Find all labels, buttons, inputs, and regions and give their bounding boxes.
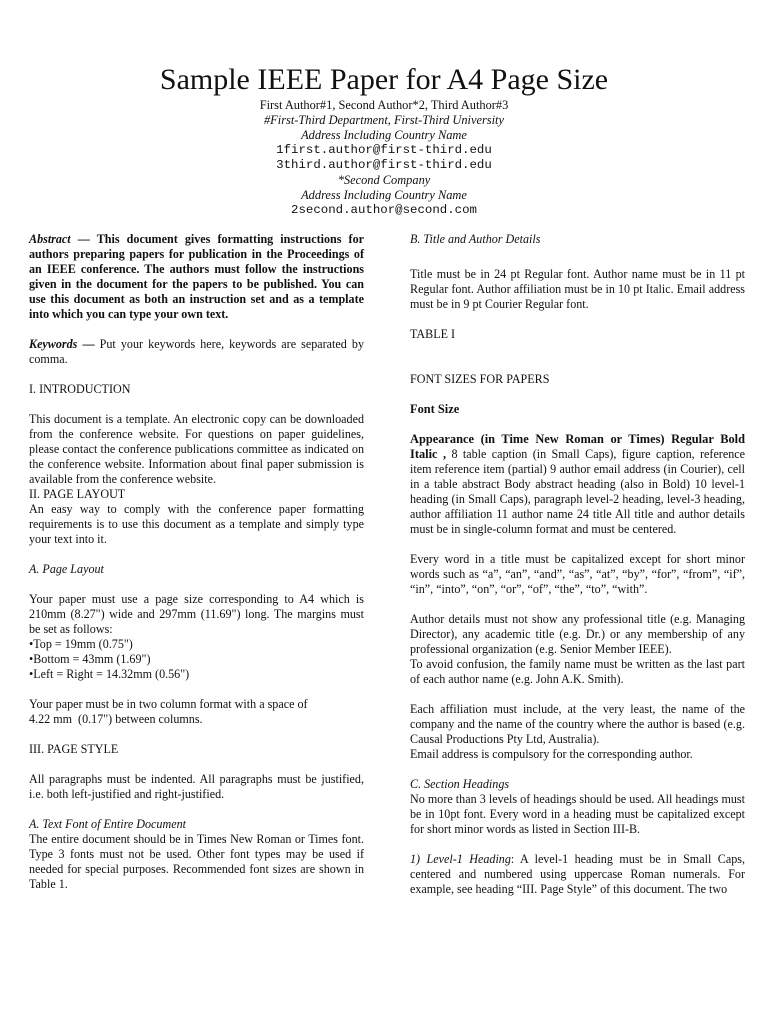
level-1-paragraph — [410, 852, 745, 897]
abstract — [29, 232, 364, 322]
keywords — [29, 337, 364, 367]
keywords-label: Keywords — [29, 337, 78, 351]
title-author-paragraph: Title must be in 24 pt Regular font. Author name must be in 11 pt Regular font. Author affiliation must be in 10 pt Italic. Email address must be in 9 pt Courier Regular font. — [410, 267, 745, 311]
table-label: TABLE I — [410, 327, 456, 341]
margin-list — [29, 637, 364, 682]
affiliation-1: #First-Third Department, First-Third University — [263, 113, 504, 127]
right-column — [410, 232, 745, 897]
abstract-text: This document gives formatting instructions for authors preparing papers for publication in the Proceedings of an IEEE conference. The authors must follow the instructions given in the document for the papers to be published. You can use this document as both an instruction set and as a template into which you can type your own text. — [29, 232, 364, 321]
level-1-label: 1) Level-1 Heading — [410, 852, 511, 866]
subheading-page-layout: A. Page Layout — [29, 562, 104, 576]
subheading-title-author: B. Title and Author Details — [410, 232, 541, 246]
author-email-3: 3third.author@first-third.edu — [276, 158, 492, 172]
table-header-font-size: Font Size — [410, 402, 460, 416]
keywords-dash: — — [77, 337, 100, 351]
list-item: • Bottom = 43mm (1.69") — [29, 652, 364, 667]
page-style-paragraph: All paragraphs must be indented. All paragraphs must be justified, i.e. both left-justified and right-justified. — [29, 772, 364, 801]
list-item: • Top = 19mm (0.75") — [29, 637, 364, 652]
author-email-2: 2second.author@second.com — [291, 203, 477, 217]
section-heading-page-layout: II. PAGE LAYOUT — [29, 487, 126, 501]
introduction-paragraph: This document is a template. An electronic copy can be downloaded from the conference website. For questions on paper guidelines, please contact the conference publications committee as indicated on the conference website. Information about final paper submission is available from the conference website. — [29, 412, 364, 486]
section-headings-paragraph: No more than 3 levels of headings should be used. All headings must be in 10pt font. Every word in a heading must be capitalized except for short minor words as listed in Section III-B. — [410, 792, 745, 836]
author-email-1: 1first.author@first-third.edu — [276, 143, 492, 157]
page-size-paragraph: Your paper must use a page size corresponding to A4 which is 210mm (8.27") wide and 297mm (11.69") long. The margins must be set as follows: — [29, 592, 364, 636]
capitalization-paragraph: Every word in a title must be capitalized except for short minor words such as “a”, “an”, “and”, “as”, “at”, “by”, “for”, “from”, “if”, “in”, “into”, “on”, “or”, “of”, “the”, “to”, “with”. — [410, 552, 745, 596]
email-paragraph: Email address is compulsory for the corresponding author. — [410, 747, 693, 761]
paper-title: Sample IEEE Paper for A4 Page Size — [159, 63, 609, 96]
abstract-dash: — — [70, 232, 97, 246]
subheading-text-font: A. Text Font of Entire Document — [29, 817, 186, 831]
table-header-appearance: Appearance (in Time New Roman or Times) Regular Bold Italic , — [410, 432, 745, 461]
author-names: First Author#1, Second Author*2, Third Author#3 — [259, 98, 509, 112]
section-heading-page-style: III. PAGE STYLE — [29, 742, 119, 756]
page-layout-paragraph: An easy way to comply with the conference paper formatting requirements is to use this document as a template and simply type your text into it. — [29, 502, 364, 546]
author-block — [0, 98, 768, 218]
author-details-paragraph: Author details must not show any professional title (e.g. Managing Director), any academic title (e.g. Dr.) or any membership of any professional organization (e.g. Senior Member IEEE). — [410, 612, 745, 656]
affiliation-1-address: Address Including Country Name — [301, 128, 467, 142]
list-item: • Left = Right = 14.32mm (0.56") — [29, 667, 364, 682]
text-font-paragraph: The entire document should be in Times New Roman or Times font. Type 3 fonts must not be used. Other font types may be used if needed for special purposes. Recommended font sizes are shown in Table 1. — [29, 832, 364, 891]
affiliation-paragraph: Each affiliation must include, at the very least, the name of the company and the name of the country where the author is based (e.g. Causal Productions Pty Ltd, Australia). — [410, 702, 745, 746]
table-body — [410, 432, 745, 537]
two-column-line-2: 4.22 mm (0.17") between columns. — [29, 712, 203, 726]
two-column-line-1: Your paper must be in two column format with a space of — [29, 697, 308, 711]
table-caption: FONT SIZES FOR PAPERS — [410, 372, 550, 386]
keywords-text: Put your keywords here, keywords are separated by comma. — [29, 337, 365, 366]
subheading-section-headings: C. Section Headings — [410, 777, 510, 791]
affiliation-2: *Second Company — [337, 173, 431, 187]
table-contents: 8 table caption (in Small Caps), figure caption, reference item reference item (partial) 9 author email address (in Courier), cell in a table abstract Body abstract heading (also in Bold) 10 level-1 heading (in Small Caps), paragraph level-2 heading, level-3 heading, author affiliation 11 author name 24 title All title and author details must be in single-column format and must be centered. — [410, 447, 745, 536]
left-column — [29, 232, 364, 892]
section-heading-introduction: I. INTRODUCTION — [29, 382, 131, 396]
affiliation-2-address: Address Including Country Name — [301, 188, 467, 202]
family-name-paragraph: To avoid confusion, the family name must be written as the last part of each author name (e.g. John A.K. Smith). — [410, 657, 745, 686]
abstract-label: Abstract — [29, 232, 71, 246]
level-1-text: : A level-1 heading must be in Small Caps, centered and numbered using uppercase Roman numerals. For example, see heading “III. Page Style” of this document. The two — [410, 852, 745, 896]
